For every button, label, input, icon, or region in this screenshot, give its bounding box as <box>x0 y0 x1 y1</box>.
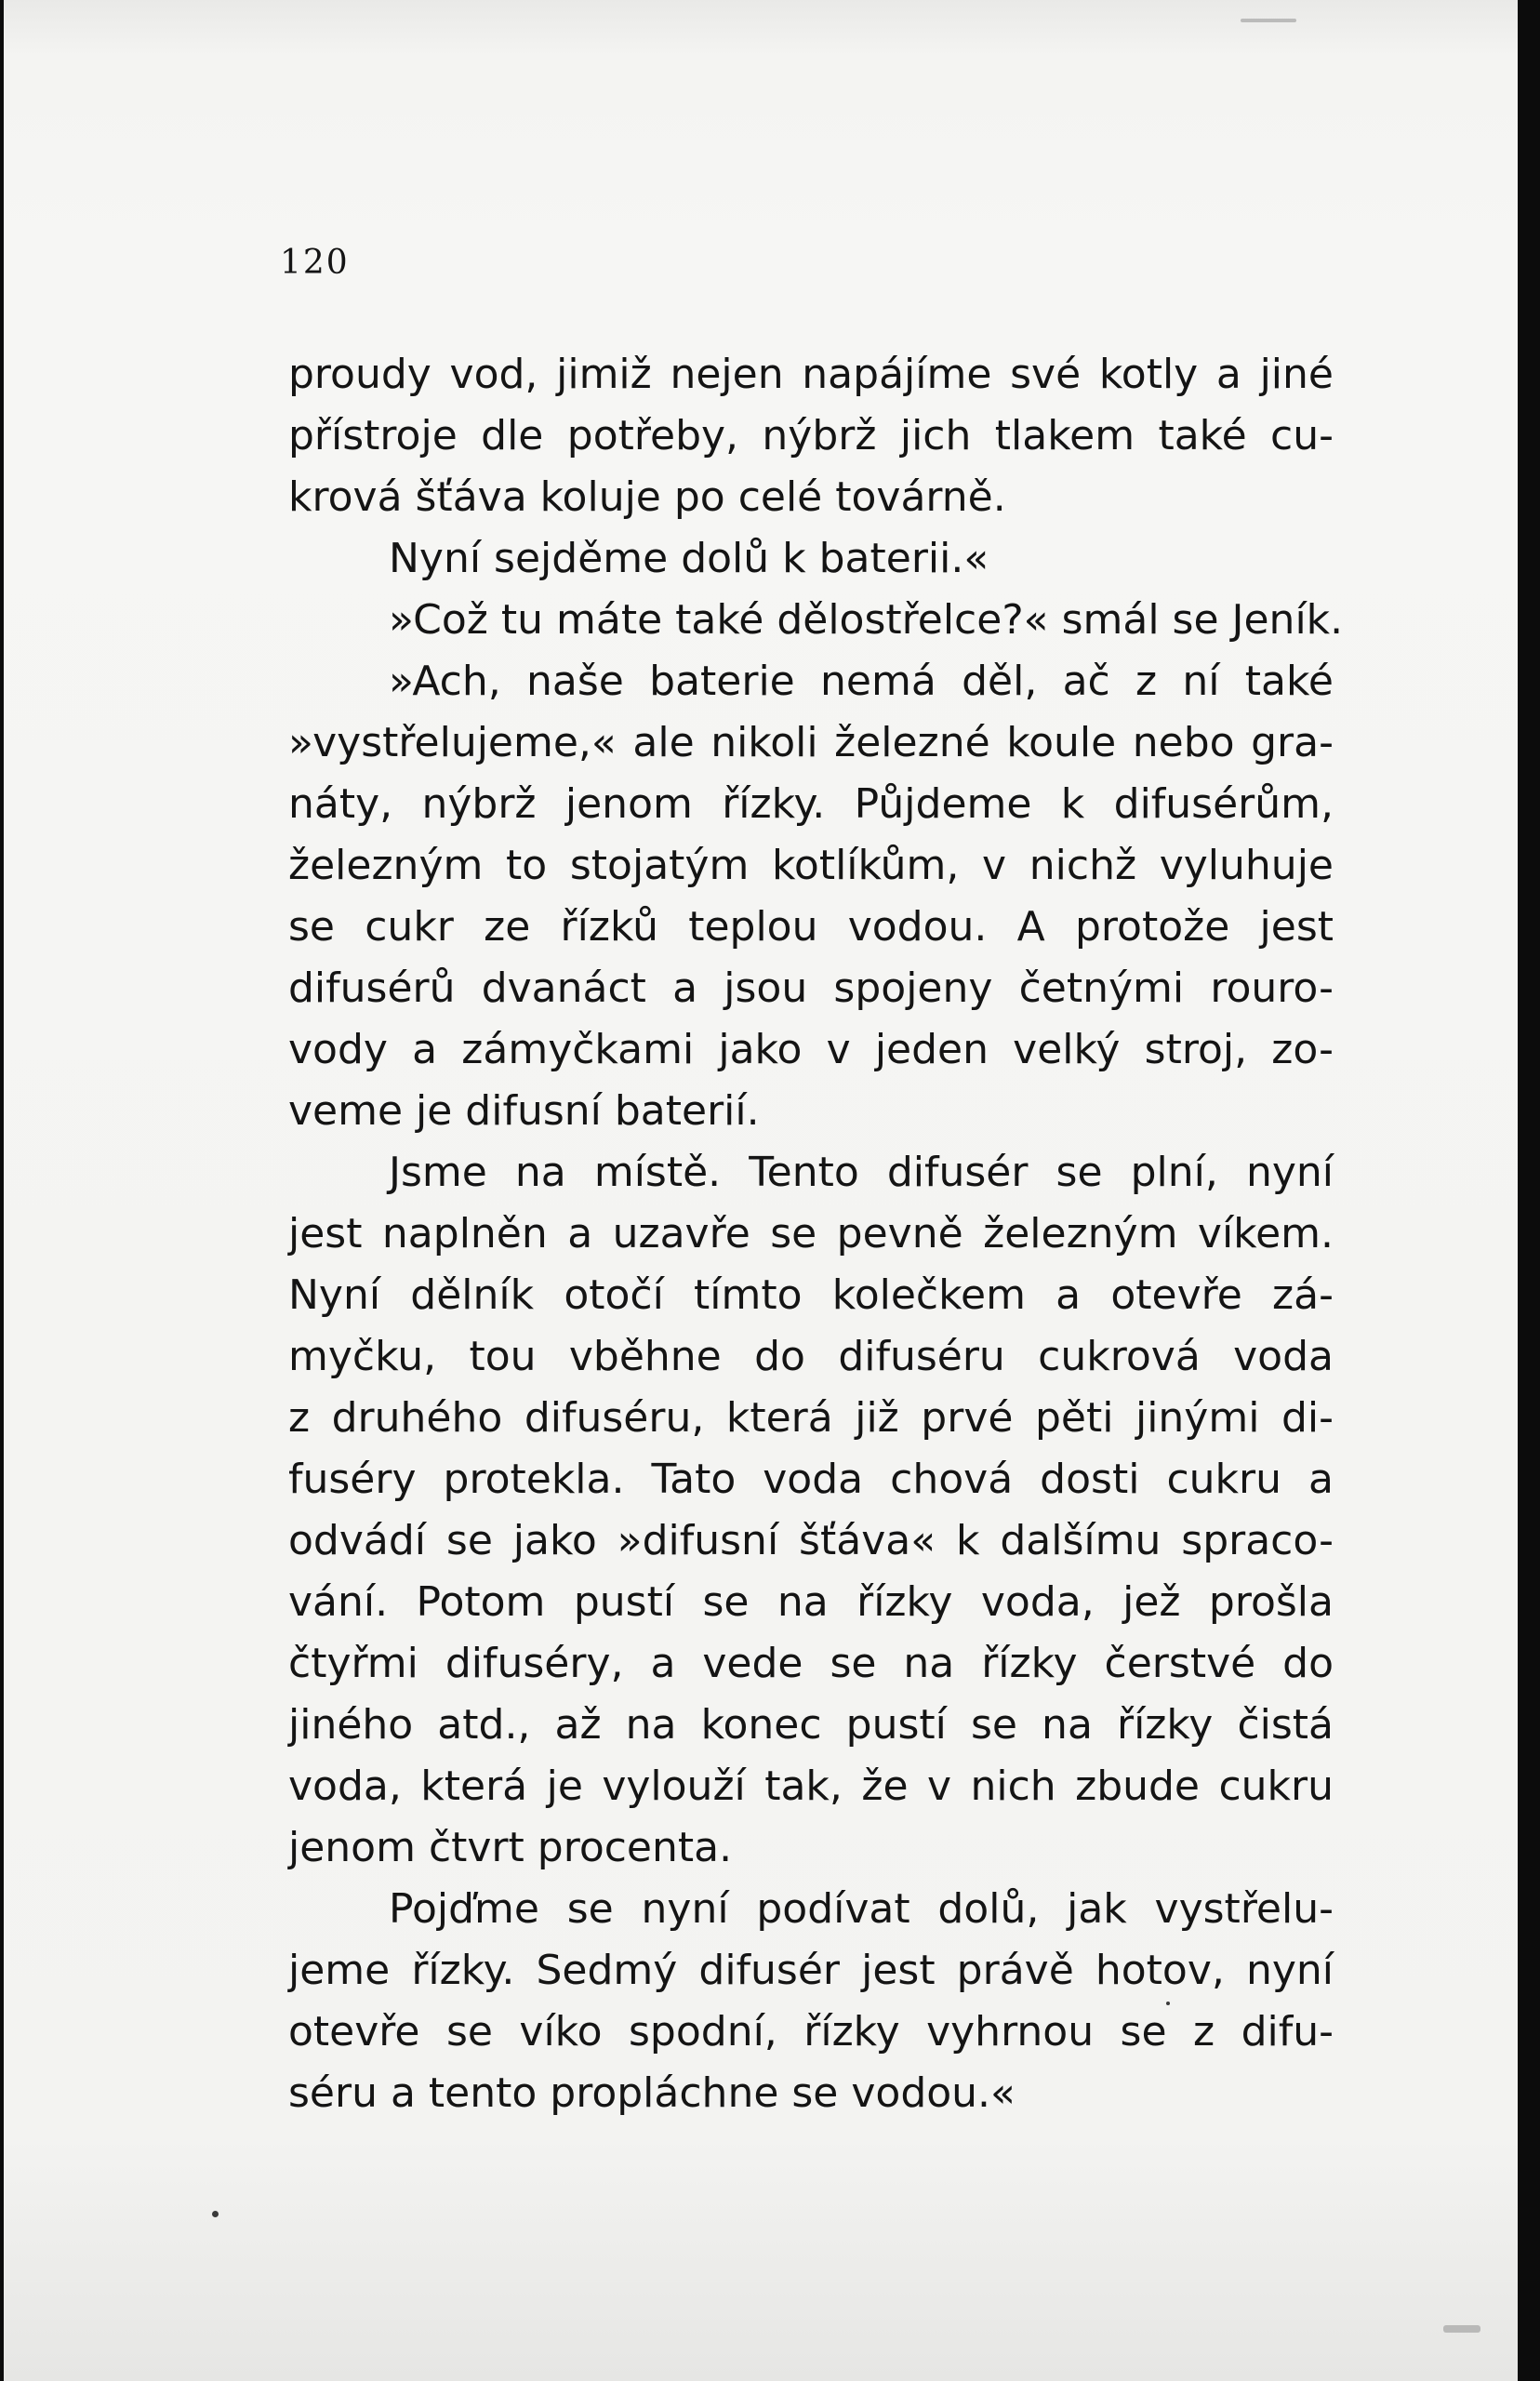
text-line: náty, nýbrž jenom řízky. Půjdeme k difusérům, <box>288 780 1334 828</box>
text-line: přístroje dle potřeby, nýbrž jich tlakem také cu- <box>288 412 1334 459</box>
text-line: veme je difusní baterií. <box>288 1087 760 1135</box>
text-line: »Ach, naše baterie nemá děl, ač z ní také <box>389 658 1334 705</box>
text-line: jeme řízky. Sedmý difusér jest právě hotov, nyní <box>288 1947 1334 1994</box>
text-line: difusérů dvanáct a jsou spojeny četnými rouro- <box>288 964 1334 1012</box>
text-line: Pojďme se nyní podívat dolů, jak vystřelu- <box>389 1885 1334 1933</box>
text-line: se cukr ze řízků teplou vodou. A protože jest <box>288 903 1334 951</box>
text-line: voda, která je vylouží tak, že v nich zbude cukru <box>288 1762 1334 1810</box>
text-line: železným to stojatým kotlíkům, v nichž vyluhuje <box>288 842 1334 889</box>
text-line: čtyřmi difuséry, a vede se na řízky čerstvé do <box>288 1640 1334 1687</box>
scan-smudge <box>1241 19 1296 22</box>
text-line: Jsme na místě. Tento difusér se plní, nyní <box>389 1149 1334 1196</box>
text-line: fuséry protekla. Tato voda chová dosti cukru a <box>288 1456 1334 1503</box>
text-line: krová šťáva koluje po celé továrně. <box>288 473 1006 521</box>
text-line: z druhého difuséru, která již prvé pěti jinými di- <box>288 1394 1334 1442</box>
text-line: »Což tu máte také dělostřelce?« smál se Jeník. <box>389 596 1344 644</box>
dust-speck <box>1166 2002 1170 2005</box>
text-line: séru a tento propláchne se vodou.« <box>288 2069 1016 2117</box>
scan-smudge <box>1443 2325 1480 2333</box>
page-number: 120 <box>280 244 350 282</box>
text-line: otevře se víko spodní, řízky vyhrnou se z difu- <box>288 2008 1334 2055</box>
text-line: jest naplněn a uzavře se pevně železným víkem. <box>288 1210 1334 1257</box>
dust-speck <box>212 2211 219 2217</box>
text-line: Nyní sejděme dolů k baterii.« <box>389 535 989 582</box>
text-line: proudy vod, jimiž nejen napájíme své kotly a jiné <box>288 351 1334 398</box>
book-page <box>4 0 1518 2381</box>
text-line: myčku, tou vběhne do difuséru cukrová voda <box>288 1333 1334 1380</box>
body-text <box>288 344 1344 2124</box>
text-line: odvádí se jako »difusní šťáva« k dalšímu spraco- <box>288 1517 1334 1564</box>
text-line: jiného atd., až na konec pustí se na řízky čistá <box>288 1701 1334 1749</box>
text-line: vání. Potom pustí se na řízky voda, jež prošla <box>288 1578 1334 1626</box>
text-line: Nyní dělník otočí tímto kolečkem a otevře zá- <box>288 1271 1334 1319</box>
text-line: vody a zámyčkami jako v jeden velký stroj, zo- <box>288 1026 1334 1073</box>
text-line: »vystřelujeme,« ale nikoli železné koule nebo gra- <box>288 719 1334 766</box>
text-line: jenom čtvrt procenta. <box>288 1824 733 1871</box>
